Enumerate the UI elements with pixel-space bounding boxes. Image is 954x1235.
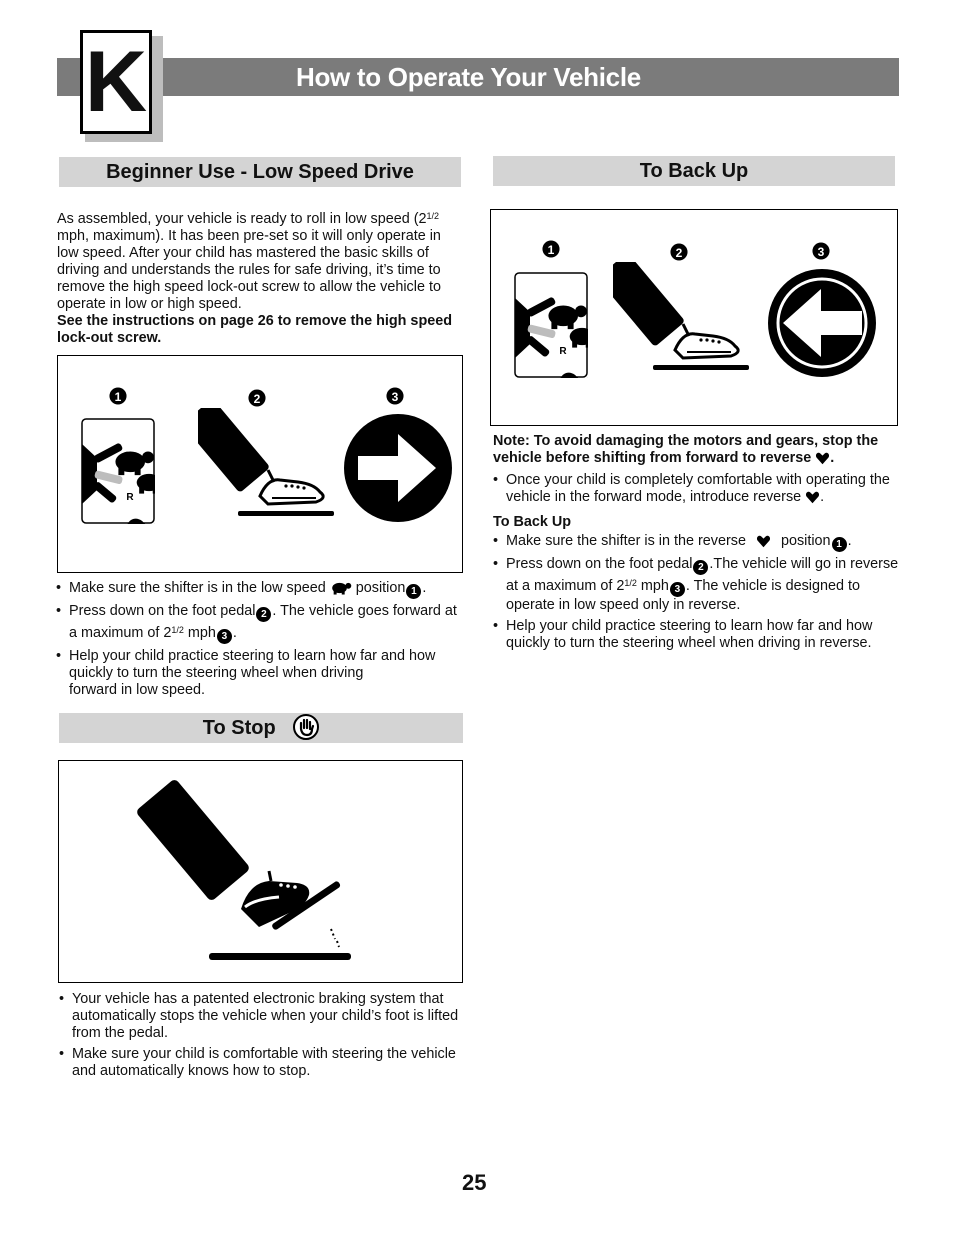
svg-text:2: 2 — [675, 246, 683, 260]
list-item: • Make sure the shifter is in the low speed position 1 . — [56, 580, 468, 599]
list-item: • Press down on the foot pedal 2 . The vehicle goes forward at a maximum of $2^{1/2}$ mph 3 . — [56, 603, 468, 644]
svg-text:R: R — [559, 346, 567, 357]
section-letter-tab: K — [80, 30, 152, 134]
step-1-icon: 1 — [406, 584, 421, 599]
backup-note: Note: To avoid damaging the motors and gears, stop the vehicle before shifting from forward to reverse . — [493, 433, 879, 466]
forward-figure-drawing — [58, 356, 461, 571]
shifter-reverse-icon — [515, 273, 606, 414]
svg-text:3: 3 — [817, 245, 825, 259]
heart-reverse-icon — [805, 491, 820, 504]
step-2-icon: 2 — [693, 560, 708, 575]
foot-lifted-pedal-icon — [135, 778, 351, 960]
stop-figure — [58, 760, 463, 983]
list-item: • Make sure the shifter is in the reverse position 1 . — [493, 533, 903, 552]
stop-heading: To Stop — [202, 717, 276, 739]
list-item: • Your vehicle has a patented electronic braking system that automatically stops the vehicle when your child’s foot is lifted from the pedal. — [59, 991, 467, 1042]
svg-text:R: R — [126, 492, 134, 503]
step-1-badge — [109, 387, 126, 404]
stop-heading-bar — [59, 713, 463, 743]
step-3-badge — [812, 242, 829, 259]
list-item: • Once your child is completely comfortable with operating the vehicle in the forward mode, introduce reverse . — [493, 472, 903, 506]
list-item: • Help your child practice steering to learn how far and how quickly to turn the steering wheel when driving forward in low speed. — [56, 648, 468, 699]
foot-pedal-icon — [597, 252, 749, 370]
beginner-bullets — [56, 580, 468, 703]
beginner-heading: Beginner Use - Low Speed Drive — [59, 157, 461, 187]
svg-text:1: 1 — [114, 390, 122, 404]
stop-bullets — [59, 991, 467, 1084]
heart-reverse-icon — [815, 452, 830, 465]
reverse-figure-drawing — [491, 210, 896, 424]
step-1-icon: 1 — [832, 537, 847, 552]
list-item: • Press down on the foot pedal 2 .The vehicle will go in reverse at a maximum of $2^{1/2}$ mph 3 . The vehicle is designed to operate in low speed only in reverse. — [493, 556, 903, 614]
arrow-left-icon — [768, 269, 876, 377]
stop-figure-drawing — [59, 761, 461, 981]
forward-figure — [57, 355, 463, 573]
list-item: • Make sure your child is comfortable with steering the vehicle and automatically knows how to stop. — [59, 1046, 467, 1080]
page-number: 25 — [462, 1170, 487, 1195]
backup-note-bullets — [493, 472, 903, 510]
arrow-right-icon — [344, 414, 452, 522]
step-2-badge — [248, 389, 265, 406]
backup-subheading: To Back Up — [493, 514, 572, 530]
svg-text:2: 2 — [253, 392, 261, 406]
beginner-intro-bold: See the instructions on page 26 to remove the high speed lock-out screw. — [57, 313, 453, 346]
shifter-low-speed-icon — [82, 419, 173, 560]
step-2-icon: 2 — [256, 607, 271, 622]
hand-stop-icon — [293, 714, 319, 740]
reverse-figure — [490, 209, 898, 426]
step-3-badge — [386, 387, 403, 404]
step-3-icon: 3 — [670, 582, 685, 597]
foot-pedal-icon — [182, 398, 334, 516]
backup-heading: To Back Up — [493, 156, 895, 186]
list-item: • Help your child practice steering to learn how far and how quickly to turn the steering wheel when driving in reverse. — [493, 618, 903, 652]
step-2-badge — [670, 243, 687, 260]
beginner-intro: As assembled, your vehicle is ready to roll in low speed ($2^{1/2}$ mph, maximum). It has been pre-set so it will only operate in low speed. After your child has mastered the basic skills of driving and understands the rules for safe driving, it’s time to remove the high speed lock-out screw to allow the vehicle to operate in low or high speed. See the instructions on page 26 to remove the high speed lock-out screw. — [57, 211, 453, 346]
turtle-icon — [330, 581, 352, 595]
step-1-badge — [542, 240, 559, 257]
svg-text:3: 3 — [391, 390, 399, 404]
backup-bullets — [493, 533, 903, 656]
step-3-icon: 3 — [217, 629, 232, 644]
heart-reverse-icon — [756, 535, 771, 548]
svg-text:1: 1 — [547, 243, 555, 257]
page-title: How to Operate Your Vehicle — [296, 62, 641, 92]
